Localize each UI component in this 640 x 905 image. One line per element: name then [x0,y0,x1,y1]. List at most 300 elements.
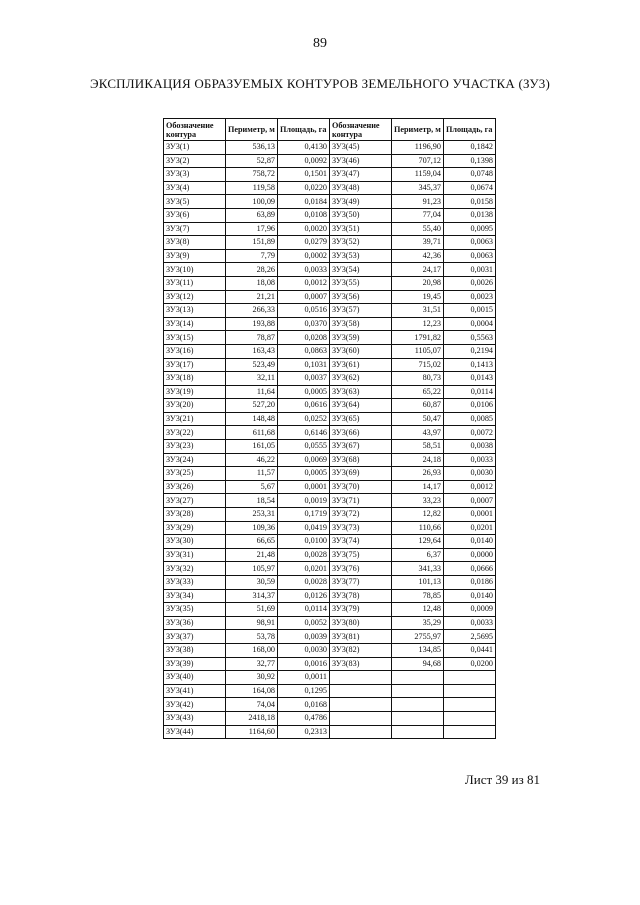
area-value: 0,0184 [278,195,330,209]
perimeter-value: 119,58 [226,181,278,195]
area-value: 0,5563 [444,331,496,345]
header-perimeter-left: Периметр, м [226,119,278,141]
empty-cell [330,684,392,698]
area-value: 0,0033 [444,453,496,467]
perimeter-value: 35,29 [392,616,444,630]
table-row [164,589,496,603]
table-row [164,630,496,644]
contour-name: ЗУ3(69) [330,467,392,481]
empty-cell [392,684,444,698]
table-row [164,684,496,698]
contour-name: ЗУ3(60) [330,344,392,358]
area-value: 0,0138 [444,208,496,222]
contour-name: ЗУ3(55) [330,276,392,290]
header-name-left: Обозначение контура [164,119,226,141]
table-row [164,412,496,426]
area-value: 2,5695 [444,630,496,644]
area-value: 0,0028 [278,548,330,562]
perimeter-value: 30,92 [226,671,278,685]
table-row [164,168,496,182]
perimeter-value: 2755,97 [392,630,444,644]
contour-name: ЗУ3(66) [330,426,392,440]
empty-cell [392,671,444,685]
empty-cell [444,711,496,725]
contour-name: ЗУ3(34) [164,589,226,603]
area-value: 0,0069 [278,453,330,467]
table-row [164,249,496,263]
table-row [164,453,496,467]
empty-cell [392,725,444,739]
perimeter-value: 341,33 [392,562,444,576]
table-row [164,181,496,195]
area-value: 0,2194 [444,344,496,358]
empty-cell [444,684,496,698]
table-row [164,480,496,494]
contour-name: ЗУ3(6) [164,208,226,222]
table-row [164,236,496,250]
contour-name: ЗУ3(37) [164,630,226,644]
empty-cell [392,711,444,725]
contour-name: ЗУ3(74) [330,535,392,549]
contour-name: ЗУ3(48) [330,181,392,195]
area-value: 0,0085 [444,412,496,426]
table-row [164,467,496,481]
table-row [164,426,496,440]
contour-name: ЗУ3(11) [164,276,226,290]
area-value: 0,0201 [444,521,496,535]
perimeter-value: 30,59 [226,576,278,590]
perimeter-value: 18,08 [226,276,278,290]
area-value: 0,0037 [278,372,330,386]
perimeter-value: 17,96 [226,222,278,236]
contour-name: ЗУ3(45) [330,141,392,155]
perimeter-value: 151,89 [226,236,278,250]
area-value: 0,1719 [278,508,330,522]
area-value: 0,0100 [278,535,330,549]
perimeter-value: 18,54 [226,494,278,508]
page-number: 89 [313,36,327,51]
area-value: 0,0000 [444,548,496,562]
table-row [164,290,496,304]
perimeter-value: 707,12 [392,154,444,168]
table-row [164,154,496,168]
contour-name: ЗУ3(3) [164,168,226,182]
perimeter-value: 11,64 [226,385,278,399]
area-value: 0,0023 [444,290,496,304]
perimeter-value: 2418,18 [226,711,278,725]
contour-name: ЗУ3(59) [330,331,392,345]
empty-cell [444,698,496,712]
contour-name: ЗУ3(63) [330,385,392,399]
table-row [164,358,496,372]
table-row [164,698,496,712]
table-row [164,222,496,236]
contour-name: ЗУ3(52) [330,236,392,250]
contour-name: ЗУ3(15) [164,331,226,345]
table-row [164,372,496,386]
header-area-left: Площадь, га [278,119,330,141]
table-row [164,535,496,549]
contour-name: ЗУ3(61) [330,358,392,372]
perimeter-value: 14,17 [392,480,444,494]
contour-name: ЗУ3(53) [330,249,392,263]
contour-name: ЗУ3(5) [164,195,226,209]
perimeter-value: 19,45 [392,290,444,304]
perimeter-value: 110,66 [392,521,444,535]
contour-name: ЗУ3(65) [330,412,392,426]
area-value: 0,1295 [278,684,330,698]
perimeter-value: 91,23 [392,195,444,209]
perimeter-value: 168,00 [226,643,278,657]
perimeter-value: 1791,82 [392,331,444,345]
contour-name: ЗУ3(40) [164,671,226,685]
contour-name: ЗУ3(79) [330,603,392,617]
table-row [164,521,496,535]
area-value: 0,0007 [278,290,330,304]
contour-name: ЗУ3(33) [164,576,226,590]
contour-name: ЗУ3(21) [164,412,226,426]
perimeter-value: 611,68 [226,426,278,440]
area-value: 0,0001 [278,480,330,494]
perimeter-value: 100,09 [226,195,278,209]
area-value: 0,2313 [278,725,330,739]
area-value: 0,0039 [278,630,330,644]
empty-cell [444,671,496,685]
perimeter-value: 39,71 [392,236,444,250]
perimeter-value: 32,11 [226,372,278,386]
empty-cell [330,725,392,739]
perimeter-value: 94,68 [392,657,444,671]
perimeter-value: 58,51 [392,440,444,454]
area-value: 0,4130 [278,141,330,155]
area-value: 0,0072 [444,426,496,440]
empty-cell [330,698,392,712]
area-value: 0,0012 [278,276,330,290]
perimeter-value: 12,23 [392,317,444,331]
area-value: 0,0020 [278,222,330,236]
perimeter-value: 60,87 [392,399,444,413]
perimeter-value: 21,48 [226,548,278,562]
perimeter-value: 78,87 [226,331,278,345]
table-row [164,657,496,671]
area-value: 0,0252 [278,412,330,426]
area-value: 0,0370 [278,317,330,331]
area-value: 0,0052 [278,616,330,630]
table-body [164,141,496,739]
contour-name: ЗУ3(80) [330,616,392,630]
contour-name: ЗУ3(29) [164,521,226,535]
table-header-row [164,119,496,141]
area-value: 0,0030 [444,467,496,481]
area-value: 0,6146 [278,426,330,440]
contour-name: ЗУ3(2) [164,154,226,168]
perimeter-value: 715,02 [392,358,444,372]
contour-name: ЗУ3(71) [330,494,392,508]
table-row [164,440,496,454]
contour-name: ЗУ3(32) [164,562,226,576]
perimeter-value: 21,21 [226,290,278,304]
area-value: 0,0001 [444,508,496,522]
contour-name: ЗУ3(36) [164,616,226,630]
contour-name: ЗУ3(13) [164,304,226,318]
area-value: 0,0208 [278,331,330,345]
empty-cell [330,671,392,685]
perimeter-value: 65,22 [392,385,444,399]
perimeter-value: 78,85 [392,589,444,603]
area-value: 0,0015 [444,304,496,318]
contour-name: ЗУ3(62) [330,372,392,386]
area-value: 0,0748 [444,168,496,182]
area-value: 0,0009 [444,603,496,617]
contour-name: ЗУ3(9) [164,249,226,263]
contour-name: ЗУ3(46) [330,154,392,168]
area-value: 0,0007 [444,494,496,508]
perimeter-value: 63,89 [226,208,278,222]
area-value: 0,0005 [278,385,330,399]
contour-name: ЗУ3(67) [330,440,392,454]
area-value: 0,0004 [444,317,496,331]
contour-name: ЗУ3(41) [164,684,226,698]
contour-name: ЗУ3(75) [330,548,392,562]
area-value: 0,0033 [444,616,496,630]
perimeter-value: 24,18 [392,453,444,467]
contour-name: ЗУ3(7) [164,222,226,236]
perimeter-value: 33,23 [392,494,444,508]
area-value: 0,0030 [278,643,330,657]
perimeter-value: 55,40 [392,222,444,236]
table-row [164,344,496,358]
contour-name: ЗУ3(76) [330,562,392,576]
area-value: 0,0011 [278,671,330,685]
perimeter-value: 164,08 [226,684,278,698]
contour-name: ЗУ3(50) [330,208,392,222]
contour-name: ЗУ3(26) [164,480,226,494]
perimeter-value: 134,85 [392,643,444,657]
area-value: 0,0140 [444,535,496,549]
table-row [164,576,496,590]
table-row [164,263,496,277]
area-value: 0,0200 [444,657,496,671]
area-value: 0,0419 [278,521,330,535]
perimeter-value: 11,57 [226,467,278,481]
perimeter-value: 20,98 [392,276,444,290]
contour-name: ЗУ3(49) [330,195,392,209]
area-value: 0,0516 [278,304,330,318]
perimeter-value: 101,13 [392,576,444,590]
table-row [164,195,496,209]
table-row [164,671,496,685]
area-value: 0,0126 [278,589,330,603]
perimeter-value: 12,82 [392,508,444,522]
empty-cell [392,698,444,712]
table-row [164,276,496,290]
table-row [164,711,496,725]
perimeter-value: 523,49 [226,358,278,372]
perimeter-value: 46,22 [226,453,278,467]
perimeter-value: 148,48 [226,412,278,426]
contour-name: ЗУ3(51) [330,222,392,236]
table-row [164,385,496,399]
table-row [164,494,496,508]
perimeter-value: 527,20 [226,399,278,413]
perimeter-value: 193,88 [226,317,278,331]
perimeter-value: 253,31 [226,508,278,522]
area-value: 0,0108 [278,208,330,222]
area-value: 0,0168 [278,698,330,712]
table-row [164,208,496,222]
area-value: 0,0555 [278,440,330,454]
contour-name: ЗУ3(35) [164,603,226,617]
contour-name: ЗУ3(10) [164,263,226,277]
area-value: 0,0666 [444,562,496,576]
contour-name: ЗУ3(39) [164,657,226,671]
perimeter-value: 74,04 [226,698,278,712]
table-row [164,508,496,522]
contour-name: ЗУ3(22) [164,426,226,440]
contour-name: ЗУ3(18) [164,372,226,386]
area-value: 0,0441 [444,643,496,657]
header-area-right: Площадь, га [444,119,496,141]
perimeter-value: 1159,04 [392,168,444,182]
contour-name: ЗУ3(16) [164,344,226,358]
perimeter-value: 5,67 [226,480,278,494]
header-perimeter-right: Периметр, м [392,119,444,141]
area-value: 0,0002 [278,249,330,263]
perimeter-value: 52,87 [226,154,278,168]
area-value: 0,1842 [444,141,496,155]
perimeter-value: 1196,90 [392,141,444,155]
perimeter-value: 105,97 [226,562,278,576]
contour-name: ЗУ3(14) [164,317,226,331]
perimeter-value: 12,48 [392,603,444,617]
contour-name: ЗУ3(72) [330,508,392,522]
table-row [164,317,496,331]
empty-cell [330,711,392,725]
contour-name: ЗУ3(43) [164,711,226,725]
contour-name: ЗУ3(20) [164,399,226,413]
contour-name: ЗУ3(73) [330,521,392,535]
contour-name: ЗУ3(54) [330,263,392,277]
area-value: 0,1413 [444,358,496,372]
contour-name: ЗУ3(4) [164,181,226,195]
perimeter-value: 50,47 [392,412,444,426]
area-value: 0,0279 [278,236,330,250]
contour-name: ЗУ3(24) [164,453,226,467]
area-value: 0,0674 [444,181,496,195]
contour-name: ЗУ3(78) [330,589,392,603]
table-row [164,725,496,739]
contour-name: ЗУ3(1) [164,141,226,155]
contour-name: ЗУ3(19) [164,385,226,399]
contour-name: ЗУ3(68) [330,453,392,467]
perimeter-value: 345,37 [392,181,444,195]
area-value: 0,0863 [278,344,330,358]
area-value: 0,1031 [278,358,330,372]
perimeter-value: 314,37 [226,589,278,603]
perimeter-value: 42,36 [392,249,444,263]
contour-name: ЗУ3(58) [330,317,392,331]
perimeter-value: 26,93 [392,467,444,481]
contour-name: ЗУ3(77) [330,576,392,590]
area-value: 0,0019 [278,494,330,508]
contour-name: ЗУ3(47) [330,168,392,182]
contour-name: ЗУ3(30) [164,535,226,549]
perimeter-value: 266,33 [226,304,278,318]
perimeter-value: 161,05 [226,440,278,454]
contour-name: ЗУ3(57) [330,304,392,318]
perimeter-value: 66,65 [226,535,278,549]
contour-name: ЗУ3(44) [164,725,226,739]
area-value: 0,1501 [278,168,330,182]
area-value: 0,0201 [278,562,330,576]
perimeter-value: 28,26 [226,263,278,277]
area-value: 0,0038 [444,440,496,454]
area-value: 0,0063 [444,249,496,263]
contour-name: ЗУ3(83) [330,657,392,671]
contour-name: ЗУ3(25) [164,467,226,481]
area-value: 0,0031 [444,263,496,277]
perimeter-value: 98,91 [226,616,278,630]
contour-name: ЗУ3(28) [164,508,226,522]
area-value: 0,0140 [444,589,496,603]
sheet-label: Лист 39 из 81 [464,772,540,787]
contour-name: ЗУ3(64) [330,399,392,413]
header-name-right: Обозначение контура [330,119,392,141]
table-row [164,603,496,617]
area-value: 0,0114 [278,603,330,617]
table-row [164,548,496,562]
contour-name: ЗУ3(31) [164,548,226,562]
perimeter-value: 31,51 [392,304,444,318]
explication-table [163,118,496,739]
contour-name: ЗУ3(70) [330,480,392,494]
perimeter-value: 24,17 [392,263,444,277]
table-row [164,399,496,413]
table-row [164,331,496,345]
area-value: 0,0106 [444,399,496,413]
area-value: 0,0028 [278,576,330,590]
table-row [164,141,496,155]
contour-name: ЗУ3(82) [330,643,392,657]
perimeter-value: 129,64 [392,535,444,549]
area-value: 0,0026 [444,276,496,290]
perimeter-value: 1105,07 [392,344,444,358]
area-value: 0,0012 [444,480,496,494]
area-value: 0,0143 [444,372,496,386]
contour-name: ЗУ3(56) [330,290,392,304]
document-title: ЭКСПЛИКАЦИЯ ОБРАЗУЕМЫХ КОНТУРОВ ЗЕМЕЛЬНОГО УЧАСТКА (ЗУ3) [89,76,550,91]
area-value: 0,0092 [278,154,330,168]
perimeter-value: 758,72 [226,168,278,182]
area-value: 0,0033 [278,263,330,277]
contour-name: ЗУ3(27) [164,494,226,508]
contour-name: ЗУ3(8) [164,236,226,250]
area-value: 0,0616 [278,399,330,413]
contour-name: ЗУ3(17) [164,358,226,372]
perimeter-value: 536,13 [226,141,278,155]
table-row [164,562,496,576]
perimeter-value: 7,79 [226,249,278,263]
perimeter-value: 109,36 [226,521,278,535]
area-value: 0,0220 [278,181,330,195]
area-value: 0,0158 [444,195,496,209]
area-value: 0,4786 [278,711,330,725]
contour-name: ЗУ3(42) [164,698,226,712]
area-value: 0,0186 [444,576,496,590]
perimeter-value: 6,37 [392,548,444,562]
perimeter-value: 32,77 [226,657,278,671]
area-value: 0,0095 [444,222,496,236]
